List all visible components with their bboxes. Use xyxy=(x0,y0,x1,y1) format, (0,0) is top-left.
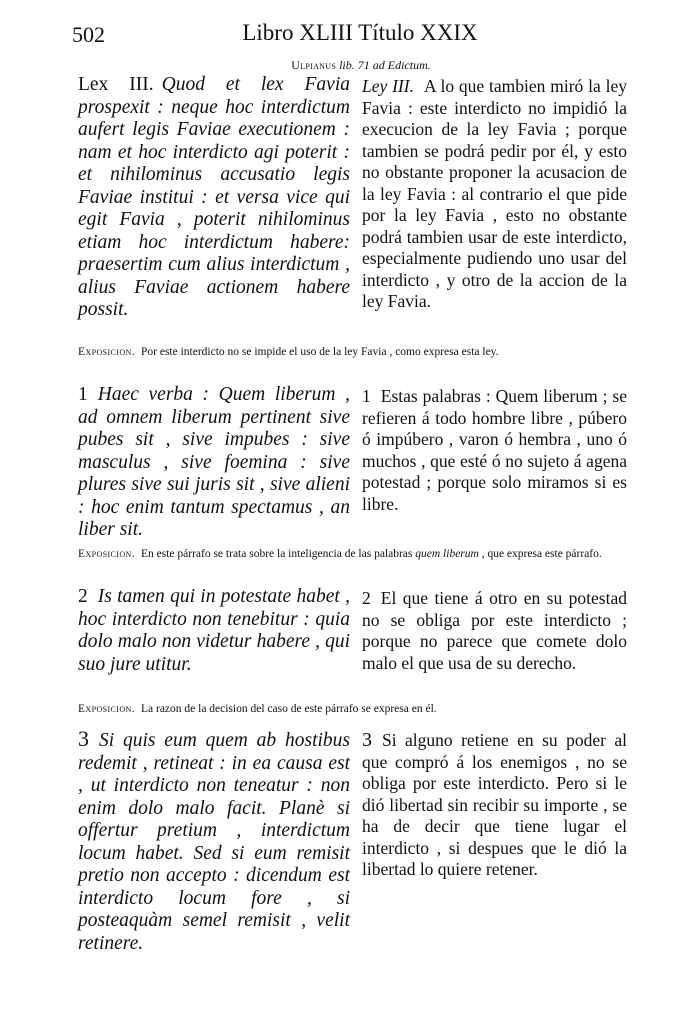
page-title: Libro XLIII Título XXIX xyxy=(242,20,478,45)
spanish-body: A lo que tambien miró la ley Favia : este interdicto no impidió la execucion de la ley Favia ; porque tambien se podrá pedir por él, y esto no obstante proponer la acusacion de la ley Favia : al contrario el que pide por la ley Favia , esto no obstante podrá tambien usar de este interdicto, especialmente pudiendo uno usar del interdicto , y otro de la accion de la ley Favia. xyxy=(362,76,627,311)
exposicion-label: Exposicion. xyxy=(78,703,135,715)
exposicion-lex-3 xyxy=(78,345,628,360)
latin-label: 1 xyxy=(78,384,88,405)
exposicion-body: En este párrafo se trata sobre la inteligencia de las palabras xyxy=(140,548,413,560)
latin-label: Lex III. xyxy=(78,74,154,95)
spanish-text-ley-3 xyxy=(362,76,627,313)
latin-body: Quod et lex Favia prospexit : neque hoc interdictum aufert legis Faviae executionem : nam et hoc interdicto agi poterit : et nihilominus accusatio legis Faviae institui : et versa vice qui egit Favia , poterit nihilominus etiam hoc interdictum habere: praesertim cum alius interdictum , alius Faviae actionem habere possit. xyxy=(78,74,350,320)
latin-text-paragraph-3 xyxy=(78,728,350,955)
attribution xyxy=(0,58,682,73)
spanish-label: Ley III. xyxy=(362,76,414,96)
spanish-label: 2 xyxy=(362,588,371,608)
exposicion-tail: , que expresa este párrafo. xyxy=(481,548,602,560)
latin-body: Si quis eum quem ab hostibus redemit , retineat : in ea causa est , ut interdicto non teneatur : non enim dolo malo facit. Planè si offertur pretium , interdictum locum habet. Sed si eum remisit pretio non accepto : dicendum est interdicto locum fore , si posteaquàm semel remisit , velit retinere. xyxy=(78,730,350,954)
spanish-body: El que tiene á otro en su potestad no se obliga por este interdicto ; porque no parece que comete dolo malo el que usa de su derecho. xyxy=(362,588,627,673)
exposicion-body: Por este interdicto no se impide el uso de la ley Favia , como expresa esta ley. xyxy=(140,346,499,358)
latin-body: Is tamen qui in potestate habet , hoc interdicto non tenebitur : quia dolo malo non videtur habere , qui suo jure utitur. xyxy=(78,586,350,675)
exposicion-paragraph-2 xyxy=(78,702,628,717)
latin-body: Haec verba : Quem liberum , ad omnem liberum pertinent sive pubes sit , sive impubes : sive masculus , sive foemina : sive plures sive sui juris sit , sive alieni : hoc enim tantum spectamus , an liber sit. xyxy=(78,384,350,540)
exposicion-body: La razon de la decision del caso de este párrafo se expresa en él. xyxy=(140,703,437,715)
exposicion-label: Exposicion. xyxy=(78,346,135,358)
latin-label: 3 xyxy=(78,726,89,751)
exposicion-paragraph-1 xyxy=(78,547,628,562)
exposicion-italic: quem liberum xyxy=(415,548,479,560)
page-number: 502 xyxy=(72,22,105,47)
spanish-text-paragraph-2 xyxy=(362,588,627,674)
spanish-body: Si alguno retiene en su poder al que compró á los enemigos , no se obliga por este interdicto. Pero si le dió libertad sin recibir su importe , se ha de decir que tiene lugar el interdicto , si despues que le dió la libertad lo quiere retener. xyxy=(362,730,627,879)
spanish-label: 3 xyxy=(362,729,372,751)
spanish-text-paragraph-1 xyxy=(362,386,627,515)
spanish-body: Estas palabras : Quem liberum ; se refieren á todo hombre libre , púbero ó impúbero , varon ó hembra , uno ó muchos , que esté ó no sujeto á agena potestad ; porque solo miramos si es libre. xyxy=(362,386,627,514)
spanish-text-paragraph-3 xyxy=(362,730,627,881)
latin-text-lex-3 xyxy=(78,74,350,322)
exposicion-label: Exposicion. xyxy=(78,548,135,560)
latin-label: 2 xyxy=(78,586,88,607)
spanish-label: 1 xyxy=(362,386,371,406)
attribution-source: lib. 71 ad Edictum. xyxy=(339,58,431,72)
latin-text-paragraph-1 xyxy=(78,384,350,542)
attribution-author: Ulpianus xyxy=(291,58,337,72)
latin-text-paragraph-2 xyxy=(78,586,350,676)
